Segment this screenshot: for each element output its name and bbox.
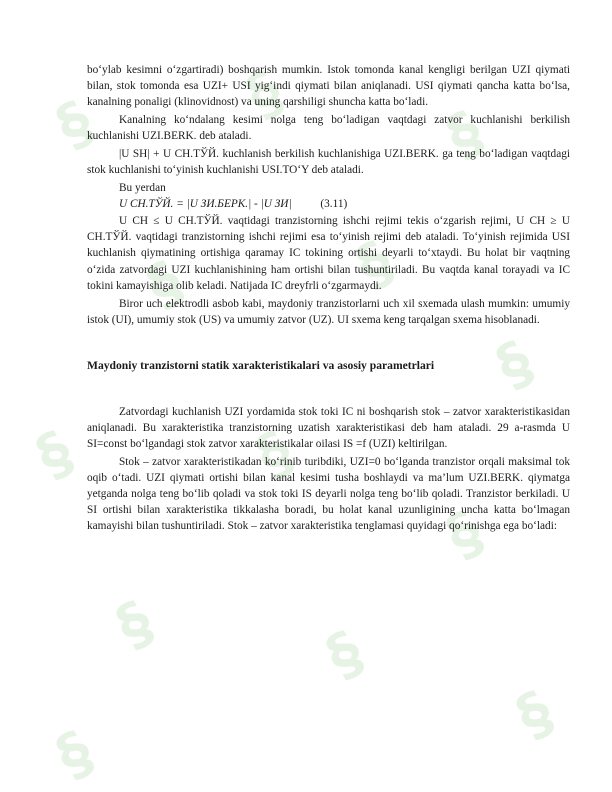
paragraph: Bu yerdan [119,182,166,195]
section-heading: Maydoniy tranzistorni statik xarakteristikalari va asosiy parametrlari [87,358,435,372]
paragraph: Biror uch elektrodli asbob kabi, maydoniy tranzistorlarni uch xil sxemada ulash mumkin: umumiy istok (UI), umumiy stok (US) va umumiy zatvor (UZ). UI sxema keng tarqalgan sxema hisoblanadi. [87,297,570,326]
equation [119,196,570,213]
watermark-icon: § [435,97,494,171]
paragraph: U CH ≤ U CH.TЎЙ. vaqtidagi tranzistorning ishchi rejimi tekis o‘zgarish rejimi, U CH ≥ U CH.TЎЙ. vaqtidagi tranzistorning ishchi rejimi esa to‘yinish rejimi deb ataladi. To‘yinish rejimida U​SI kuchlanish qiymatining ortishiga qaramay I​C tokining ortishi deyarli to‘xtaydi. Bu holat bir vaqtning o‘zida zatvordagi U​ZI kuchlanishining ham ortishi bilan tushuntiriladi. Bu vaqtda kanal torayadi va I​C tokini kamayishiga olib keladi. Natijada I​C dreyfrli o‘zgarmaydi. [87,215,570,292]
watermark-icon: § [315,617,374,691]
body-text [87,62,570,534]
paragraph: Stok – zatvor xarakteristikadan ko‘rinib turibdiki, U​ZI=0 bo‘lganda tranzistor orqali maksimal tok oqib o‘tadi. U​ZI qiymati ortishi bilan kanal kesimi tusha boshlaydi va ma’lum U​ZI.BERK. qiymatga yetganda nolga teng bo‘lib qoladi va stok toki I​S deyarli nolga teng bo‘lib qoladi. Tranzistor berkiladi. U​SI ortishi bilan xarakteristika tikkalasha boradi, bu holat kanal uzunligining uncha katta bo‘lmagan kamayishi bilan tushuntiriladi. Stok – zatvor xarakteristika tenglamasi quyidagi qo‘rinishga ega bo‘ladi: [87,455,570,533]
paragraph: Zatvordagi kuchlanish U​ZI yordamida stok toki I​C ni boshqarish stok – zatvor xarakteristikasidan aniqlanadi. Bu xarakteristika tranzistorning uzatish xarakteristikasi deb ham ataladi. 29 a-rasmda U​SI=const bo‘lgandagi stok zatvor xarakteristikalar oilasi I​S =f (U​ZI) keltirilgan. [87,405,570,450]
watermark-icon: § [235,57,294,131]
watermark-icon: § [45,717,104,791]
watermark-icon: § [105,587,164,661]
watermark-icon: § [135,247,194,321]
watermark-icon: § [245,417,304,491]
paragraph: bo‘ylab kesimni o‘zgartiradi) boshqarish mumkin. Istok tomonda kanal kengligi berilgan U​ZI qiymati bilan, stok tomonda esa U​ZI+ U​SI yig‘indi qiymati bilan aniqlanadi. U​SI qiymati qancha katta bo‘lsa, kanalning ponaligi (klinovidnost) va uning qarshiligi shuncha katta bo‘ladi. [87,64,570,109]
watermark-icon: § [45,87,104,161]
watermark-icon: § [485,327,544,401]
watermark-icon: § [25,417,84,491]
equation-number: (3.11) [320,198,348,211]
equation-text: U CH.TЎЙ. = |U ЗИ.БЕРК.| - |U ЗИ| [119,198,292,211]
paragraph: |U SH| + U CH.TЎЙ. kuchlanish berkilish kuchlanishiga U​ZI.BERK. ga teng bo‘ladigan vaqtdagi stok kuchlanishi to‘yinish kuchlanishi U​SI.TO‘Y deb ataladi. [87,148,570,177]
paragraph: Kanalning ko‘ndalang kesimi nolga teng bo‘ladigan vaqtdagi zatvor kuchlanishi berkilish kuchlanishi U​ZI.BERK. deb ataladi. [87,114,570,143]
watermark-icon: § [435,497,494,571]
watermark-icon: § [345,227,404,301]
watermark-icon: § [505,677,564,751]
